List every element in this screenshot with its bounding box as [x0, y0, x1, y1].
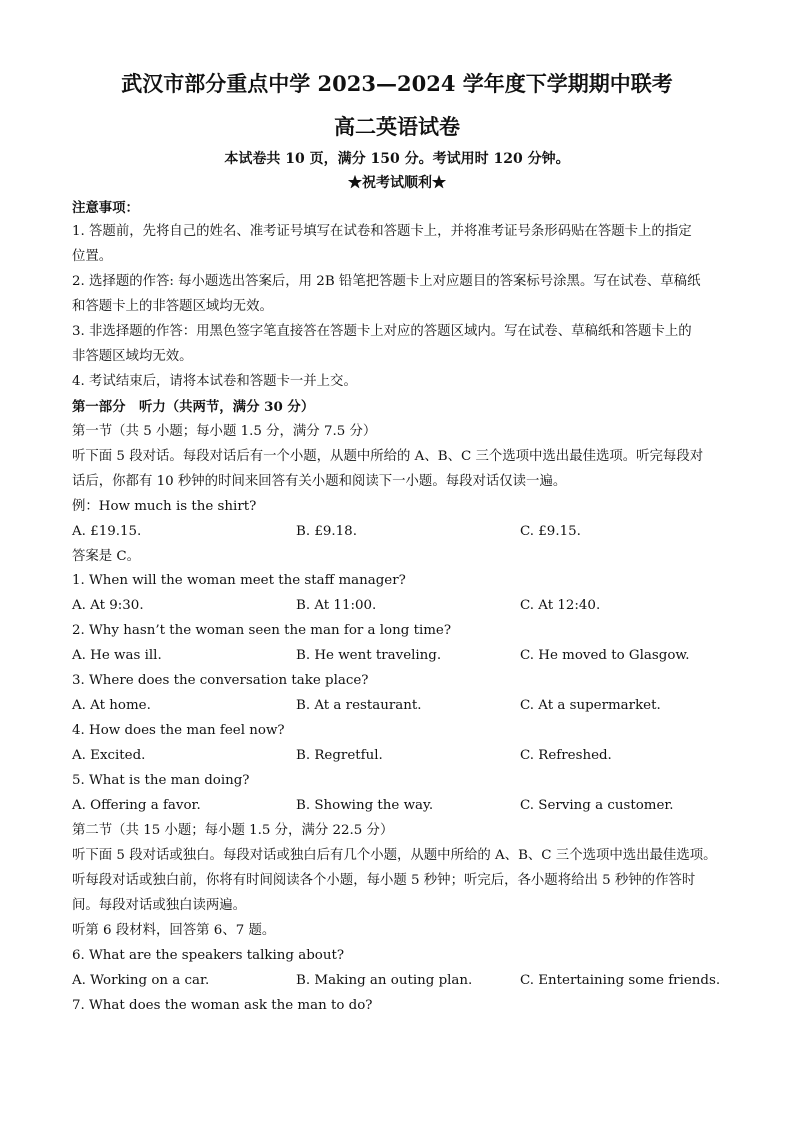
question-5-option-a: A. Offering a favor. — [72, 798, 201, 813]
note-2-line-2: 和答题卡上的非答题区域均无效。 — [72, 299, 273, 314]
exam-title: 武汉市部分重点中学 2023—2024 学年度下学期期中联考 — [121, 71, 673, 96]
question-6-option-b: B. Making an outing plan. — [296, 973, 473, 988]
question-3-option-c: C. At a supermarket. — [520, 698, 661, 713]
question-3: 3. Where does the conversation take place? — [72, 673, 369, 688]
note-3-line-2: 非答题区域均无效。 — [72, 349, 193, 364]
question-1-option-c: C. At 12:40. — [520, 598, 601, 613]
question-6: 6. What are the speakers talking about? — [72, 948, 345, 963]
example-answer: 答案是 C。 — [72, 549, 141, 564]
note-1-line-1: 1. 答题前，先将自己的姓名、准考证号填写在试卷和答题卡上，并将准考证号条形码贴在答题卡上的指定 — [72, 224, 692, 239]
section1-instruction-line-1: 听下面 5 段对话。每段对话后有一个小题，从题中所给的 A、B、C 三个选项中选出最佳选项。听完每段对 — [72, 449, 704, 464]
question-4-option-b: B. Regretful. — [296, 748, 383, 763]
question-4-option-c: C. Refreshed. — [520, 748, 612, 763]
question-2: 2. Why hasn’t the woman seen the man for a long time? — [72, 623, 452, 638]
example-question: 例：How much is the shirt? — [72, 499, 257, 514]
question-3-option-b: B. At a restaurant. — [296, 698, 422, 713]
question-1-option-a: A. At 9:30. — [72, 598, 144, 613]
question-5-option-b: B. Showing the way. — [296, 798, 434, 813]
question-4-option-a: A. Excited. — [72, 748, 146, 763]
note-3-line-1: 3. 非选择题的作答：用黑色签字笔直接答在答题卡上对应的答题区域内。写在试卷、草稿纸和答题卡上的 — [72, 324, 692, 339]
question-2-option-a: A. He was ill. — [72, 648, 162, 663]
example-option-b: B. £9.18. — [296, 524, 357, 539]
section1-instruction-line-2: 话后，你都有 10 秒钟的时间来回答有关小题和阅读下一小题。每段对话仅读一遍。 — [72, 474, 567, 489]
section2-instruction-line-3: 间。每段对话或独白读两遍。 — [72, 898, 247, 913]
question-5-option-c: C. Serving a customer. — [520, 798, 674, 813]
section1-heading: 第一节（共 5 小题；每小题 1.5 分，满分 7.5 分） — [72, 424, 377, 439]
question-1-option-b: B. At 11:00. — [296, 598, 377, 613]
question-6-option-c: C. Entertaining some friends. — [520, 973, 721, 988]
example-option-c: C. £9.15. — [520, 524, 581, 539]
question-2-option-b: B. He went traveling. — [296, 648, 442, 663]
example-option-a: A. £19.15. — [72, 524, 142, 539]
note-2-line-1: 2. 选择题的作答: 每小题选出答案后，用 2B 铅笔把答题卡上对应题目的答案标号涂黑。写在试卷、草稿纸 — [72, 274, 701, 289]
question-1: 1. When will the woman meet the staff manager? — [72, 573, 406, 588]
note-4: 4. 考试结束后，请将本试卷和答题卡一并上交。 — [72, 374, 357, 389]
question-2-option-c: C. He moved to Glasgow. — [520, 648, 690, 663]
section2-heading: 第二节（共 15 小题；每小题 1.5 分，满分 22.5 分） — [72, 823, 394, 838]
question-3-option-a: A. At home. — [72, 698, 151, 713]
section2-instruction-line-2: 听每段对话或独白前，你将有时间阅读各个小题，每小题 5 秒钟；听完后，各小题将给出 5 秒钟的作答时 — [72, 873, 696, 888]
question-6-option-a: A. Working on a car. — [72, 973, 210, 988]
exam-subtitle: 高二英语试卷 — [334, 114, 460, 139]
question-5: 5. What is the man doing? — [72, 773, 250, 788]
exam-wish: ★祝考试顺利★ — [348, 175, 446, 191]
question-7: 7. What does the woman ask the man to do? — [72, 998, 373, 1013]
notes-heading: 注意事项： — [72, 200, 139, 216]
material-6-intro: 听第 6 段材料，回答第 6、7 题。 — [72, 923, 276, 938]
section2-instruction-line-1: 听下面 5 段对话或独白。每段对话或独白后有几个小题，从题中所给的 A、B、C 三个选项中选出最佳选项。 — [72, 848, 717, 863]
note-1-line-2: 位置。 — [72, 249, 113, 264]
question-4: 4. How does the man feel now? — [72, 723, 285, 738]
part1-heading: 第一部分 听力（共两节，满分 30 分） — [72, 399, 315, 415]
exam-info: 本试卷共 10 页，满分 150 分。考试用时 120 分钟。 — [224, 151, 570, 167]
